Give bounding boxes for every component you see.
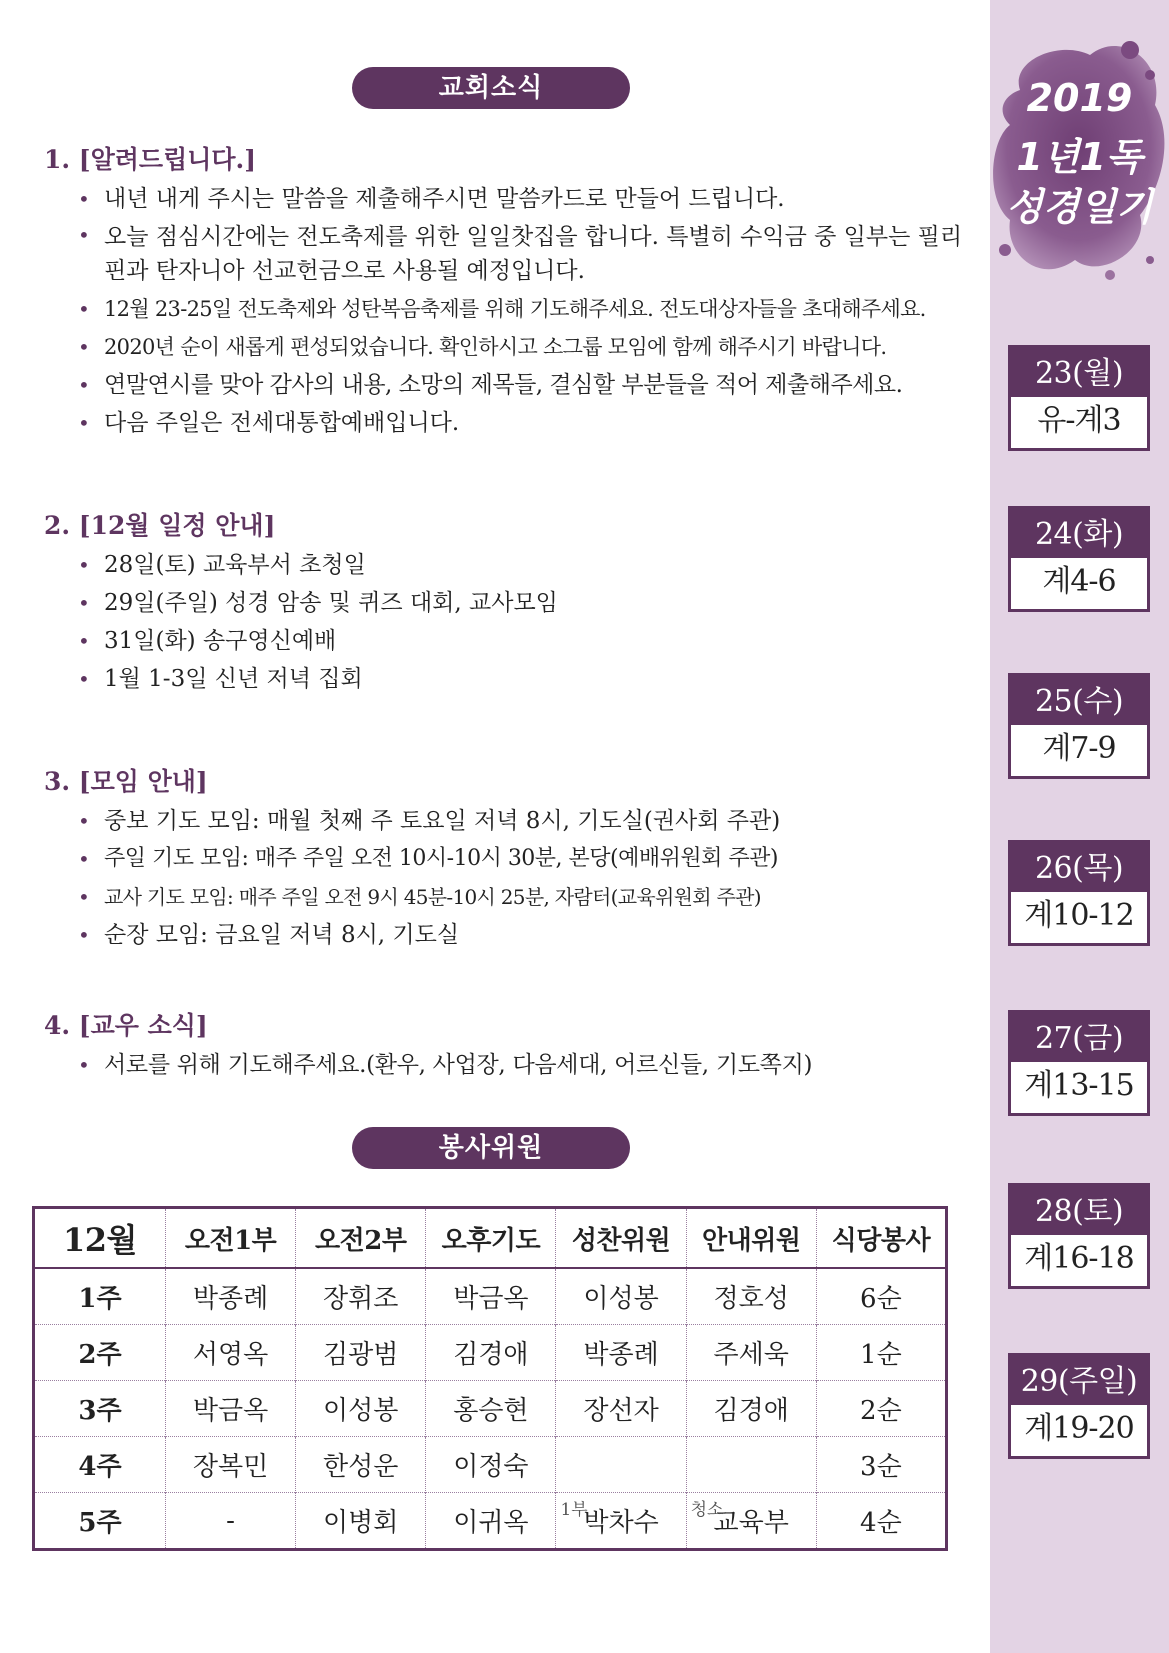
logo-line1: 1년1독: [1016, 135, 1143, 179]
week-cell: 3주: [34, 1381, 166, 1437]
table-cell: 정호성: [686, 1268, 816, 1325]
day-label: 28(토): [1008, 1183, 1150, 1235]
table-cell: 3순: [816, 1437, 946, 1493]
table-cell: 서영옥: [166, 1325, 296, 1381]
list-item: • 29일(주일) 성경 암송 및 퀴즈 대회, 교사모임: [78, 590, 558, 616]
day-card: [1008, 673, 1150, 779]
day-reading: 계19-20: [1008, 1405, 1150, 1459]
table-cell: 김경애: [426, 1325, 556, 1381]
day-label: 27(금): [1008, 1010, 1150, 1062]
header-cell: 오전1부: [166, 1208, 296, 1269]
day-label: 25(수): [1008, 673, 1150, 725]
list-item: • 순장 모임: 금요일 저녁 8시, 기도실: [78, 922, 460, 948]
table-cell: 박금옥: [426, 1268, 556, 1325]
list-item: • 연말연시를 맞아 감사의 내용, 소망의 제목들, 결심할 부분들을 적어 제출해주세요.: [78, 372, 903, 398]
bullet-list: [44, 546, 964, 698]
list-item: • 교사 기도 모임: 매주 주일 오전 9시 45분-10시 25분, 자람터(교육위원회 주관): [78, 885, 761, 909]
list-item: • 다음 주일은 전세대통합예배입니다.: [78, 410, 460, 436]
list-item: • 31일(화) 송구영신예배: [78, 628, 337, 654]
table-cell: 박금옥: [166, 1381, 296, 1437]
logo-line2: 성경일기: [1006, 185, 1153, 229]
list-item: • 1월 1-3일 신년 저녁 집회: [78, 666, 363, 692]
table-row: [34, 1268, 947, 1325]
day-card: [1008, 1353, 1150, 1459]
section-title: 3. [모임 안내]: [44, 767, 208, 796]
table-cell: 이정숙: [426, 1437, 556, 1493]
header-cell: 안내위원: [686, 1208, 816, 1269]
news-section-schedule: [44, 508, 964, 698]
table-row: [34, 1325, 947, 1381]
service-table: [32, 1206, 948, 1551]
table-cell: 주세욱: [686, 1325, 816, 1381]
section-title: 1. [알려드립니다.]: [44, 145, 257, 174]
news-section-notices: [44, 142, 964, 442]
day-reading: 유-계3: [1008, 397, 1150, 451]
table-cell: 장휘조: [296, 1268, 426, 1325]
list-item: • 28일(토) 교육부서 초청일: [78, 552, 366, 578]
news-title-pill: 교회소식: [352, 67, 630, 109]
table-cell-noted: 청소 교육부: [686, 1493, 816, 1550]
table-cell: 김경애: [686, 1381, 816, 1437]
news-section-meetings: [44, 764, 964, 954]
logo-year: 2019: [1026, 76, 1133, 120]
table-cell: [686, 1437, 816, 1493]
bullet-list: [44, 1046, 964, 1084]
header-cell: 식당봉사: [816, 1208, 946, 1269]
cell-note: 1부: [560, 1500, 588, 1520]
week-cell: 5주: [34, 1493, 166, 1550]
table-cell: 4순: [816, 1493, 946, 1550]
header-cell: 오후기도: [426, 1208, 556, 1269]
day-reading: 계7-9: [1008, 725, 1150, 779]
section-title: 4. [교우 소식]: [44, 1011, 208, 1040]
table-cell: 한성운: [296, 1437, 426, 1493]
service-title-pill: 봉사위원: [352, 1127, 630, 1169]
table-cell: 박종례: [166, 1268, 296, 1325]
day-reading: 계13-15: [1008, 1062, 1150, 1116]
table-cell: 6순: [816, 1268, 946, 1325]
list-item: • 오늘 점심시간에는 전도축제를 위한 일일찻집을 합니다. 특별히 수익금 중 일부는 필리핀과 탄자니아 선교헌금으로 사용될 예정입니다.: [78, 223, 963, 284]
table-cell: 이성봉: [556, 1268, 686, 1325]
day-label: 23(월): [1008, 345, 1150, 397]
table-cell: 이귀옥: [426, 1493, 556, 1550]
day-reading: 계4-6: [1008, 558, 1150, 612]
day-card: [1008, 840, 1150, 946]
table-cell: 1순: [816, 1325, 946, 1381]
day-label: 26(목): [1008, 840, 1150, 892]
list-item: • 중보 기도 모임: 매월 첫째 주 토요일 저녁 8시, 기도실(권사회 주관): [78, 808, 781, 834]
table-cell: 이성봉: [296, 1381, 426, 1437]
table-header-row: [34, 1208, 947, 1269]
header-cell: 성찬위원: [556, 1208, 686, 1269]
section-title: 2. [12월 일정 안내]: [44, 511, 276, 540]
week-cell: 2주: [34, 1325, 166, 1381]
header-cell: 오전2부: [296, 1208, 426, 1269]
table-cell: [556, 1437, 686, 1493]
day-card: [1008, 1183, 1150, 1289]
day-card: [1008, 1010, 1150, 1116]
list-item: • 2020년 순이 새롭게 편성되었습니다. 확인하시고 소그룹 모임에 함께 해주시기 바랍니다.: [78, 335, 887, 359]
cell-note: 청소: [690, 1500, 724, 1520]
list-item: • 주일 기도 모임: 매주 주일 오전 10시-10시 30분, 본당(예배위원회 주관): [78, 846, 778, 871]
table-cell: 장선자: [556, 1381, 686, 1437]
sidebar-reading-plan: [990, 0, 1169, 1653]
day-label: 29(주일): [1008, 1353, 1150, 1405]
bullet-list: [44, 180, 964, 442]
day-reading: 계16-18: [1008, 1235, 1150, 1289]
list-item: • 12월 23-25일 전도축제와 성탄복음축제를 위해 기도해주세요. 전도대상자들을 초대해주세요.: [78, 297, 926, 321]
table-cell: 김광범: [296, 1325, 426, 1381]
day-label: 24(화): [1008, 506, 1150, 558]
table-row: [34, 1437, 947, 1493]
table-row: [34, 1381, 947, 1437]
list-item: • 내년 내게 주시는 말씀을 제출해주시면 말씀카드로 만들어 드립니다.: [78, 186, 785, 212]
day-card: [1008, 345, 1150, 451]
week-cell: 1주: [78, 1284, 122, 1314]
bullet-list: [44, 802, 964, 954]
day-reading: 계10-12: [1008, 892, 1150, 946]
list-item: • 서로를 위해 기도해주세요.(환우, 사업장, 다음세대, 어르신들, 기도쪽지): [78, 1052, 813, 1078]
table-cell: 2순: [816, 1381, 946, 1437]
table-cell-noted: 1부 박차수: [556, 1493, 686, 1550]
table-cell: 박종례: [556, 1325, 686, 1381]
table-cell: 장복민: [166, 1437, 296, 1493]
news-section-members: [44, 1008, 964, 1084]
table-cell: 이병회: [296, 1493, 426, 1550]
table-cell: -: [166, 1493, 296, 1550]
week-cell: 4주: [34, 1437, 166, 1493]
table-row: [34, 1493, 947, 1550]
day-card: [1008, 506, 1150, 612]
header-month: 12월: [34, 1208, 166, 1269]
table-cell: 홍승현: [426, 1381, 556, 1437]
